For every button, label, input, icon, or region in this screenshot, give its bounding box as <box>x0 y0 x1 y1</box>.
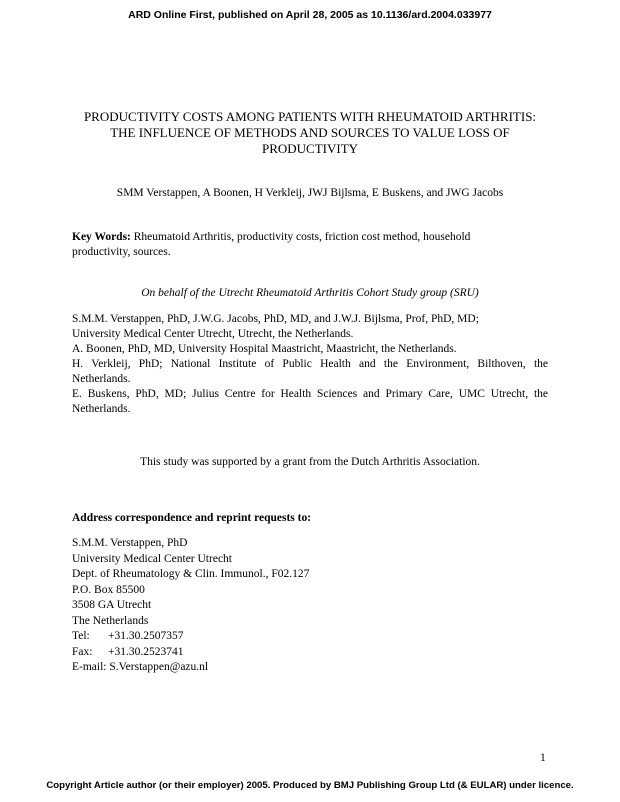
affiliation-line: University Medical Center Utrecht, Utrecht, the Netherlands. <box>72 328 354 340</box>
telephone-line <box>72 629 309 645</box>
address-line: Dept. of Rheumatology & Clin. Immunol., F02.127 <box>72 568 310 580</box>
journal-header: ARD Online First, published on April 28, 2005 as 10.1136/ard.2004.033977 <box>128 9 492 21</box>
title-line-3: PRODUCTIVITY <box>261 141 359 156</box>
email-address[interactable]: S.Verstappen@azu.nl <box>109 661 209 673</box>
tel-label: Tel: <box>72 630 90 642</box>
address-line: University Medical Center Utrecht <box>72 552 232 565</box>
email-label: E-mail: <box>72 661 107 673</box>
address-line: The Netherlands <box>72 614 149 627</box>
tel-number: +31.30.2507357 <box>108 630 184 642</box>
on-behalf-line: On behalf of the Utrecht Rheumatoid Arthritis Cohort Study group (SRU) <box>141 287 479 299</box>
author-list: SMM Verstappen, A Boonen, H Verkleij, JWJ Bijlsma, E Buskens, and JWG Jacobs <box>116 187 504 199</box>
copyright-footer: Copyright Article author (or their employer) 2005. Produced by BMJ Publishing Group Ltd (& EULAR) under licence. <box>46 780 574 791</box>
fax-line <box>72 645 309 661</box>
fax-number: +31.30.2523741 <box>108 645 184 658</box>
keywords-text-1: Rheumatoid Arthritis, productivity costs, friction cost method, household <box>130 231 471 243</box>
keywords-text-2: productivity, sources. <box>72 246 171 258</box>
affiliations <box>72 312 548 417</box>
title-line-2: THE INFLUENCE OF METHODS AND SOURCES TO VALUE LOSS OF <box>110 125 510 140</box>
affiliation-line: H. Verkleij, PhD; National Institute of Public Health and the Environment, Bilthoven, the <box>72 358 548 370</box>
affiliation-line: E. Buskens, PhD, MD; Julius Centre for Health Sciences and Primary Care, UMC Utrecht, the <box>72 388 548 400</box>
address-line: S.M.M. Verstappen, PhD <box>72 537 188 549</box>
paper-title <box>60 109 560 157</box>
affiliation-line: A. Boonen, PhD, MD, University Hospital Maastricht, Maastricht, the Netherlands. <box>72 343 457 355</box>
address-line: P.O. Box 85500 <box>72 583 145 596</box>
title-line-1: PRODUCTIVITY COSTS AMONG PATIENTS WITH RHEUMATOID ARTHRITIS: <box>83 109 537 124</box>
correspondence-address <box>72 536 309 676</box>
correspondence-heading: Address correspondence and reprint requests to: <box>72 512 312 524</box>
affiliation-line: S.M.M. Verstappen, PhD, J.W.G. Jacobs, PhD, MD, and J.W.J. Bijlsma, Prof, PhD, MD; <box>72 313 479 325</box>
keywords-label: Key Words: <box>72 231 131 243</box>
keywords <box>72 230 548 260</box>
affiliation-line: Netherlands. <box>72 403 131 415</box>
affiliation-line: Netherlands. <box>72 373 131 385</box>
email-line <box>72 660 309 676</box>
address-line: 3508 GA Utrecht <box>72 599 152 611</box>
page-number: 1 <box>540 752 546 764</box>
fax-label: Fax: <box>72 645 93 658</box>
funding-statement: This study was supported by a grant from the Dutch Arthritis Association. <box>140 456 480 468</box>
